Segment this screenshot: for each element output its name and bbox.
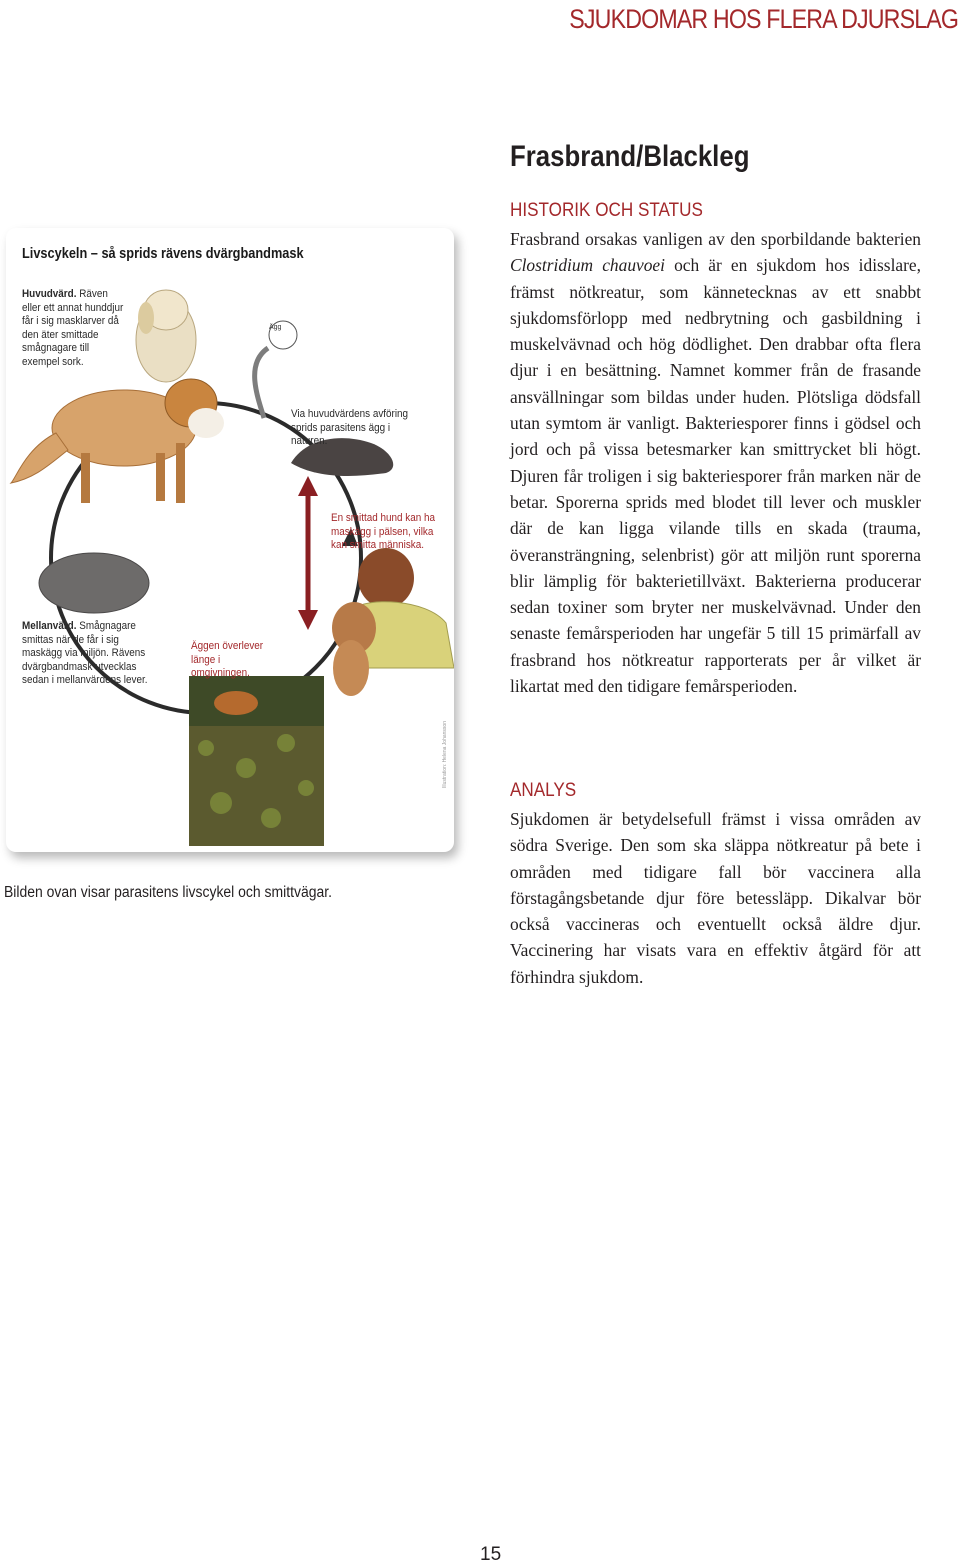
species-name: Clostridium chauvoei bbox=[510, 255, 665, 276]
fox-in-field bbox=[214, 691, 258, 715]
transmission-arrowhead bbox=[298, 610, 318, 630]
note-lead: Mellanvärd. bbox=[22, 620, 77, 632]
vole-illustration bbox=[39, 553, 149, 613]
section-heading-historik: HISTORIK OCH STATUS bbox=[510, 200, 703, 221]
note-avforing: Via huvudvärdens avföring sprids parasitens ägg i naturen. bbox=[291, 408, 409, 447]
egg-label: Ägg bbox=[269, 324, 282, 331]
body-text-part: och är en sjukdom hos idisslare, främst nötkreatur, som kännetecknas av ett snabbt sjukdomsförlopp med nedbrytning och gasbildning i muskelvävnad och hög dödlighet. Den drabbar ofta flera djur i en besättning. Namnet kommer från de frasande ansvällningar som bildas under huden. Plötsliga dödsfall utan symtom är vanligt. Bakteriesporer finns i gödsel och jord och på vissa betesmarker kan smittrycket bli högt. Djuren får troligen i sig bakteriesporer från marken när de betar. Sporerna sprids med blodet till lever och muskler där de kan ligga vilande tills en skada (trauma, överansträngning, selenbrist) gör att miljön runt sporerna blir lämplig för bakterietillväxt. Bakterierna producerar sedan toxiner som bryter ner muskelvävnad. Under den senaste femårsperioden har ungefär 5 till 15 primärfall av frasbrand hos nötkreatur rapporterats per år vilket är likartat med den tidigare femårsperioden. bbox=[510, 255, 921, 697]
fox-illustration bbox=[11, 379, 224, 503]
note-text: Smågnagare smittas när de får i sig maskägg via miljön. Rävens dvärgbandmask utvecklas sedan i mellanvärdens lever. bbox=[22, 620, 148, 686]
note-huvudvard bbox=[22, 288, 128, 369]
section-body-historik bbox=[510, 226, 921, 699]
running-header: SJUKDOMAR HOS FLERA DJURSLAG bbox=[569, 4, 958, 34]
worm-illustration bbox=[255, 348, 268, 418]
section-body-analys: Sjukdomen är betydelsefull främst i vissa områden av södra Sverige. Den som ska släppa nötkreatur på bete i områden med tidigare fall bör vaccinera alla förstagångsbetande djur före betessläpp. Dikalvar bör också vaccineras och eventuellt också äldre djur. Vaccinering har visats vara en effektiv åtgärd för att förhindra sjukdom. bbox=[510, 809, 921, 987]
note-text: Räven eller ett annat hunddjur får i sig masklarver då den äter smittade smågnagare till exempel sork. bbox=[22, 288, 124, 368]
section-heading-analys: ANALYS bbox=[510, 780, 577, 801]
dog-illustration bbox=[136, 290, 196, 382]
figure-caption: Bilden ovan visar parasitens livscykel och smittvägar. bbox=[4, 884, 332, 901]
note-mellanvard bbox=[22, 620, 148, 688]
note-lead: Huvudvärd. bbox=[22, 288, 77, 300]
lifecycle-illustration bbox=[6, 228, 454, 852]
body-text-part: Frasbrand orsakas vanligen av den sporbildande bakterien bbox=[510, 229, 921, 249]
figure-title: Livscykeln – så sprids rävens dvärgbandmask bbox=[22, 246, 304, 262]
girl-and-dog-illustration bbox=[332, 548, 454, 696]
page-number: 15 bbox=[480, 1544, 502, 1565]
article-title: Frasbrand/Blackleg bbox=[510, 140, 750, 173]
illustration-credit: Illustration: Helena Johansson bbox=[442, 721, 448, 788]
note-aggen: Äggen överlever länge i omgivningen. bbox=[191, 640, 264, 679]
transmission-arrowhead bbox=[298, 476, 318, 496]
note-hund: En smittad hund kan ha maskägg i pälsen, vilka kan smitta människa. bbox=[331, 512, 436, 551]
